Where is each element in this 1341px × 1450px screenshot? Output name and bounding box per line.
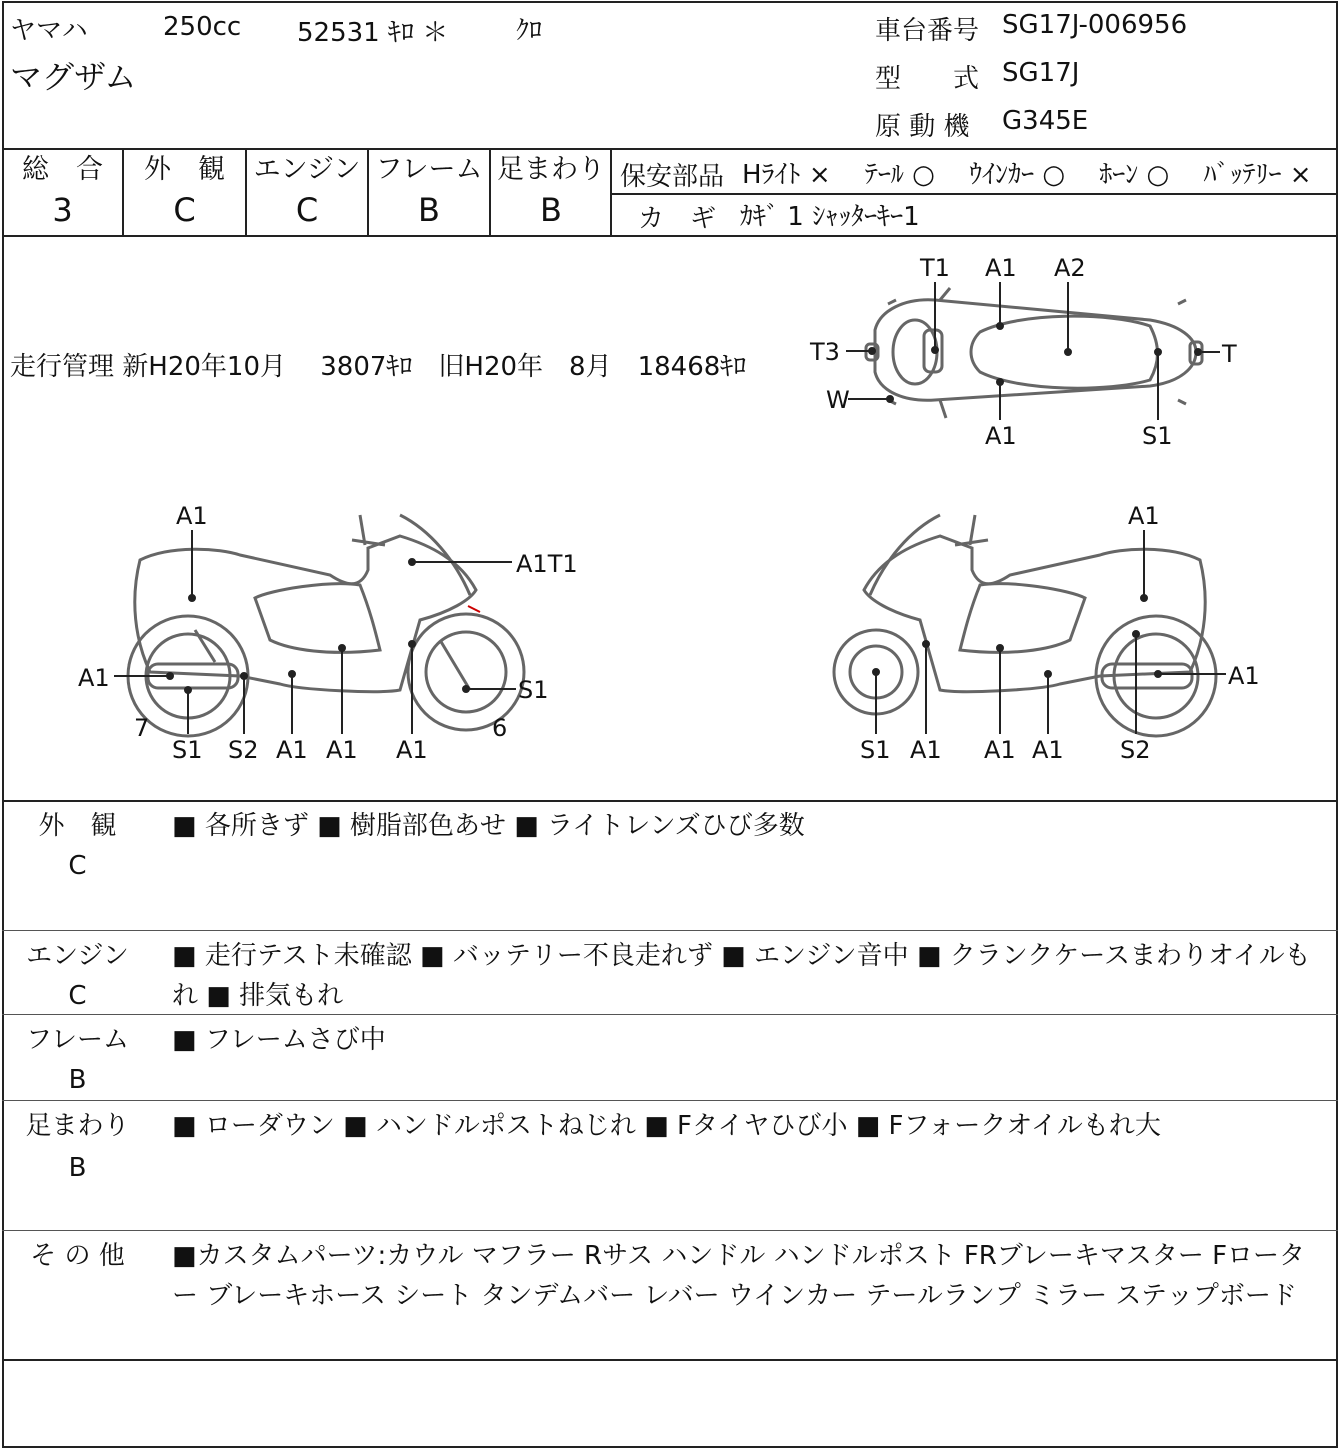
divider	[2, 1100, 1338, 1101]
diagram-label: A1	[276, 736, 308, 764]
divider	[2, 1359, 1338, 1361]
divider	[610, 148, 612, 236]
grade-label: エンジン	[253, 154, 361, 185]
safety-label: 保安部品	[620, 162, 725, 192]
diagram-label: A1	[984, 736, 1016, 764]
section-text-engine: ■ 走行テスト未確認 ■ バッテリー不良走れず ■ エンジン音中 ■ クランクケースまわりオイルもれ ■ 排気もれ	[172, 941, 1311, 1011]
grade-value: C	[295, 191, 319, 229]
grade-value: B	[540, 191, 562, 229]
right-view-scooter	[834, 515, 1216, 736]
type-value: SG17J	[1002, 58, 1080, 88]
key-value: ｶｷﾞ 1 ｼｬｯﾀｰｷｰ1	[740, 202, 920, 232]
diagram-label: A1	[1228, 662, 1260, 690]
divider	[2, 800, 1338, 802]
section-title-frame: フレーム	[26, 1025, 129, 1055]
section-grade-frame: B	[68, 1065, 87, 1095]
diagram-label: A1	[985, 254, 1017, 282]
diagram-label: A1	[910, 736, 942, 764]
grade-label: 外 観	[144, 154, 225, 185]
divider	[2, 930, 1338, 931]
grade-overall	[2, 150, 123, 236]
section-grade-exterior: C	[68, 851, 87, 881]
grade-exterior	[124, 150, 245, 236]
diagram-label: 7	[134, 714, 150, 742]
displacement: 250cc	[163, 12, 242, 42]
frame-no: SG17J-006956	[1002, 10, 1188, 40]
grade-frame	[369, 150, 489, 236]
diagram-label: S1	[172, 736, 203, 764]
diagram-label: T3	[810, 338, 840, 366]
section-title-exterior: 外 観	[38, 811, 117, 841]
diagram-label: A1	[396, 736, 428, 764]
diagram-label: S1	[1142, 422, 1173, 450]
top-view-scooter	[866, 288, 1202, 418]
divider	[612, 193, 1338, 195]
section-grade-engine: C	[68, 981, 87, 1011]
diagram-label: A1	[985, 422, 1017, 450]
grade-value: 3	[52, 191, 73, 229]
diagram-label: A1	[326, 736, 358, 764]
diagram-label: W	[826, 386, 850, 414]
grade-value: C	[173, 191, 196, 229]
model-name: マグザム	[10, 58, 137, 96]
section-grade-suspension: B	[68, 1153, 87, 1183]
section-text-other: ■カスタムパーツ:カウル マフラー Rサス ハンドル ハンドルポスト FRブレーキマスター Fローター ブレーキホース シート タンデムバー レバー ウインカー テールランプ ミラー ステップボード	[172, 1241, 1306, 1311]
diagram-label: A1	[176, 502, 208, 530]
color: ｸﾛ	[516, 16, 543, 46]
diagram-label: A1	[78, 664, 110, 692]
diagram-label: S1	[518, 676, 549, 704]
diagram-label: A1	[1032, 736, 1064, 764]
diagram-label: A2	[1054, 254, 1086, 282]
key-label: カ ギ	[638, 204, 717, 234]
safety-items: Hﾗｲﾄ × ﾃｰﾙ ○ ｳｲﾝｶｰ ○ ﾎｰﾝ ○ ﾊﾞｯﾃﾘｰ ×	[742, 160, 1312, 190]
grade-label: 足まわり	[497, 154, 605, 185]
grade-engine	[247, 150, 367, 236]
diagram-label: T1	[920, 254, 950, 282]
divider	[2, 1230, 1338, 1231]
diagram-label: A1T1	[516, 550, 578, 578]
grade-label: 総 合	[22, 154, 103, 185]
diagram-label: S1	[860, 736, 891, 764]
section-title-suspension: 足まわり	[25, 1111, 130, 1141]
diagram-label: 6	[492, 714, 508, 742]
section-title-other: そ の 他	[30, 1241, 125, 1271]
damage-diagram	[0, 237, 1341, 800]
diagram-label: A1	[1128, 502, 1160, 530]
engine-label: 原 動 機	[875, 112, 970, 142]
grade-label: フレーム	[375, 154, 483, 185]
diagram-label: S2	[228, 736, 259, 764]
grade-value: B	[418, 191, 440, 229]
engine-value: G345E	[1002, 106, 1089, 136]
mileage: 52531 ｷﾛ ＊	[297, 18, 449, 48]
frame-no-label: 車台番号	[875, 16, 980, 46]
section-title-engine: エンジン	[26, 941, 129, 971]
mileage-record: 走行管理 新H20年10月 3807ｷﾛ 旧H20年 8月 18468ｷﾛ	[10, 352, 747, 382]
diagram-label: S2	[1120, 736, 1151, 764]
divider	[2, 1014, 1338, 1015]
grade-suspension	[491, 150, 611, 236]
section-text-exterior: ■ 各所きず ■ 樹脂部色あせ ■ ライトレンズひび多数	[172, 811, 805, 841]
maker: ヤマハ	[10, 16, 88, 46]
section-text-suspension: ■ ローダウン ■ ハンドルポストねじれ ■ Fタイヤひび小 ■ Fフォークオイルもれ大	[172, 1111, 1161, 1141]
type-label: 型 式	[875, 64, 980, 94]
section-text-frame: ■ フレームさび中	[172, 1025, 386, 1055]
diagram-label: T	[1222, 340, 1237, 368]
